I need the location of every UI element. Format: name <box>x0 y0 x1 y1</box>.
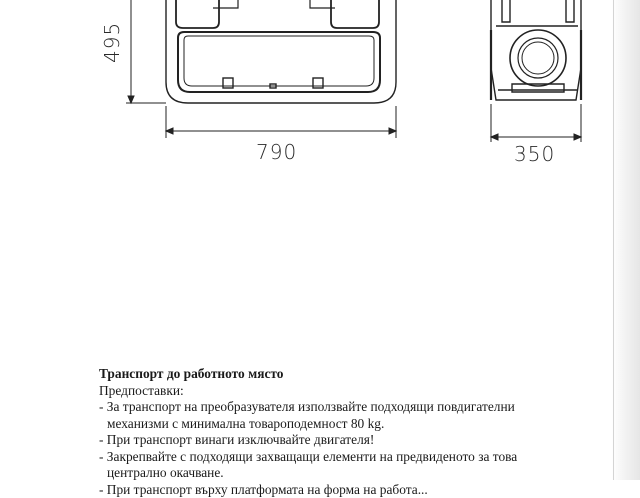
dimension-label-width-side: 350 <box>514 142 555 166</box>
text-line: - Закрепвайте с подходящи захващащи елементи на предвиденото за това <box>99 449 599 466</box>
section-heading: Транспорт до работното място <box>99 366 599 383</box>
front-view <box>166 0 396 103</box>
side-view <box>491 0 581 100</box>
dimension-width-side <box>491 104 581 142</box>
text-line: - При транспорт винаги изключвайте двигателя! <box>99 432 599 449</box>
instructions-text <box>99 366 599 498</box>
dimension-width-front <box>166 106 396 138</box>
dimension-height <box>126 0 166 103</box>
text-line: Предпоставки: <box>99 383 599 400</box>
dimension-label-width-front: 790 <box>256 140 297 164</box>
text-line: механизми с минимална товароподемност 80 kg. <box>99 416 599 433</box>
dimension-label-height: 495 <box>100 22 124 63</box>
text-line: - За транспорт на преобразувателя използвайте подходящи повдигателни <box>99 399 599 416</box>
text-line: централно окачване. <box>99 465 599 482</box>
text-line: - При транспорт върху платформата на форма на работа... <box>99 482 599 498</box>
